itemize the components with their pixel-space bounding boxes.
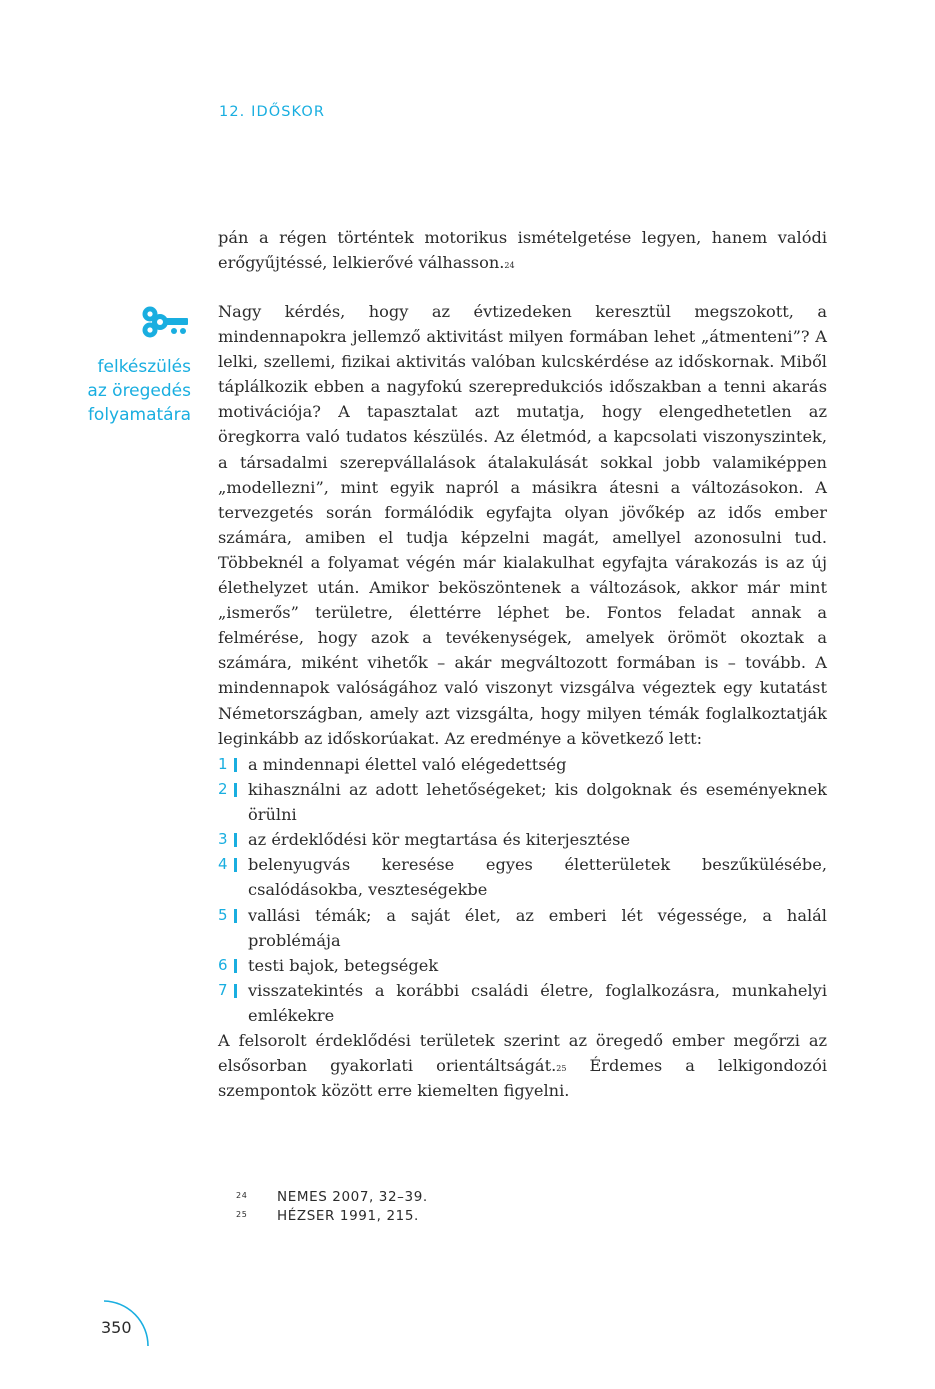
list-item — [218, 953, 827, 978]
list-item — [218, 903, 827, 953]
list-bar — [234, 959, 237, 973]
list-item-number: 6 — [218, 955, 228, 974]
list-item-text: belenyugvás keresése egyes életterületek beszűkülésébe, csalódásokba, veszteségekbe — [248, 855, 827, 900]
key-icon — [140, 303, 192, 341]
list-bar — [234, 909, 237, 923]
footnote-ref-24[interactable]: 24 — [504, 261, 515, 271]
footnote-text: HÉZSER 1991, 215. — [277, 1208, 419, 1224]
footnote-ref-25[interactable]: 25 — [556, 1064, 567, 1074]
footnote-24 — [236, 1188, 428, 1207]
list-item-text: a mindennapi élettel való elégedettség — [248, 755, 567, 774]
list-item-number: 2 — [218, 780, 228, 799]
list-bar — [234, 858, 237, 872]
footnote-number: 25 — [236, 1210, 248, 1219]
list-bar — [234, 758, 237, 772]
margin-note-line-3: folyamatára — [87, 405, 191, 425]
footnote-text: NEMES 2007, 32–39. — [277, 1189, 428, 1205]
footnote-number: 24 — [236, 1191, 248, 1200]
paragraph-1 — [218, 225, 827, 275]
interest-list — [218, 752, 827, 1028]
paragraph-1-text: pán a régen történtek motorikus ismételgetése legyen, hanem valódi erőgyűjtéssé, lelkierővé válhasson. — [218, 228, 827, 273]
list-item-number: 1 — [218, 755, 228, 773]
list-item-number: 7 — [218, 980, 228, 999]
list-item-text: testi bajok, betegségek — [248, 955, 439, 975]
list-item-text: kihasználni az adott lehetőségeket; kis dolgoknak és eseményeknek örülni — [248, 780, 827, 825]
list-item-number: 3 — [218, 830, 228, 849]
paragraph-3-text-a: A felsorolt érdeklődési területek szerint az öregedő ember megőrzi az elsősorban gyakorlati orientáltságát. — [218, 1031, 827, 1076]
list-item-number: 5 — [218, 905, 228, 924]
margin-note — [40, 355, 191, 427]
footnote-25 — [236, 1207, 428, 1226]
margin-note-line-2: az öregedés — [87, 381, 191, 401]
list-item — [218, 978, 827, 1028]
list-item — [218, 852, 827, 902]
margin-note-line-1: felkészülés — [97, 357, 191, 377]
list-item-text: az érdeklődési kör megtartása és kiterjesztése — [248, 830, 631, 850]
paragraph-3 — [218, 1028, 827, 1103]
list-item — [218, 827, 827, 852]
list-bar — [234, 984, 237, 998]
list-item-number: 4 — [218, 855, 228, 874]
list-bar — [234, 783, 237, 797]
running-head: 12. IDŐSKOR — [219, 104, 326, 120]
list-item-text: visszatekintés a korábbi családi életre, foglalkozásra, munkahelyi emlékekre — [248, 980, 827, 1025]
list-bar — [234, 833, 237, 847]
paragraph-2: Nagy kérdés, hogy az évtizedeken keresztül megszokott, a mindennapokra jellemző aktivitást milyen formában lehet „átmenteni”? A lelki, szellemi, fizikai aktivitás valóban kulcskérdése az időskornak. Miből táplálkozik ebben a nagyfokú szerepredukciós időszakban a tenni akarás motivációja? A tapasztalat azt mutatja, hogy elengedhetetlen az öregkorra való tudatos készülés. Az életmód, a kapcsolati viszonyszintek, a társadalmi szerepvállalások átalakulását sokkal jobb valamiképpen „modellezni”, mint egyik napról a másikra átesni a változásokon. A tervezgetés során formálódik egyfajta olyan jövőkép az idős ember számára, amiben el tudja képzelni magát, amellyel azonosulni tud. Többeknél a folyamat végén már kialakulhat egyfajta várakozás is az új élethelyzet után. Amikor beköszöntenek a változások, akkor már mint „ismerős” területre, élettérre léphet be. Fontos feladat annak a felmérése, hogy azok a tevékenységek, amelyek örömöt okoztak a számára, miként vihetők – akár megváltozott formában is – tovább. A mindennapok valóságához való viszonyt vizsgálva végeztek egy kutatást Németországban, amely azt vizsgálta, hogy milyen témák foglalkoztatják leginkább az időskorúakat. Az eredménye a következő lett: — [218, 302, 827, 748]
list-item — [218, 752, 827, 777]
footnotes — [236, 1188, 428, 1226]
list-item — [218, 777, 827, 827]
paragraph-3-text-b: Érdemes a lelkigondozói szempontok között erre kiemelten figyelni. — [218, 1056, 827, 1101]
list-item-text: vallási témák; a saját élet, az emberi lét végessége, a halál problémája — [248, 905, 827, 950]
page-number: 350 — [101, 1318, 132, 1337]
